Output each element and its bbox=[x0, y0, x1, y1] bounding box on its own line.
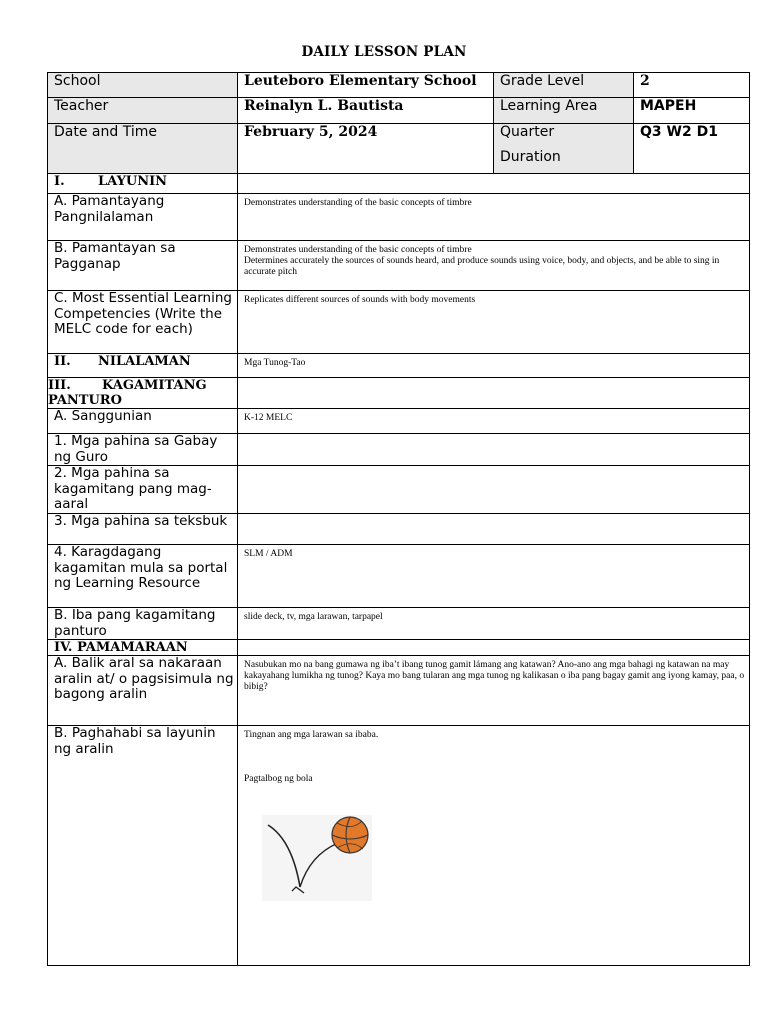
date-time-label: Date and Time bbox=[48, 124, 238, 174]
paghahabi-label: B. Paghahabi sa layunin ng aralin bbox=[48, 726, 238, 966]
melc-value: Replicates different sources of sounds with body movements bbox=[238, 291, 750, 354]
duration-label: Duration bbox=[500, 149, 561, 165]
iba-pang-kagamitan-label: B. Iba pang kagamitang panturo bbox=[48, 608, 238, 640]
pamantayang-pangnilalaman-label: A. Pamantayang Pangnilalaman bbox=[48, 194, 238, 241]
quarter-duration-cell bbox=[494, 124, 634, 174]
learning-area-value: MAPEH bbox=[634, 98, 750, 124]
melc-label: C. Most Essential Learning Competencies (Write the MELC code for each) bbox=[48, 291, 238, 354]
pagganap-line-1: Demonstrates understanding of the basic concepts of timbre bbox=[244, 245, 472, 255]
sanggunian-value: K-12 MELC bbox=[238, 409, 750, 434]
section-title: KAGAMITANG PANTURO bbox=[48, 378, 207, 408]
section-nilalaman-header bbox=[48, 354, 238, 378]
section-number: III. bbox=[48, 378, 71, 393]
teacher-label: Teacher bbox=[48, 98, 238, 124]
quarter-label: Quarter bbox=[500, 124, 555, 140]
quarter-value: Q3 W2 D1 bbox=[634, 124, 750, 174]
section-title: LAYUNIN bbox=[98, 174, 168, 189]
section-pamamaraan-header: IV. PAMAMARAAN bbox=[48, 640, 238, 656]
kagamitang-mag-aaral-label: 2. Mga pahina sa kagamitang pang mag-aaral bbox=[48, 466, 238, 514]
grade-level-label: Grade Level bbox=[494, 73, 634, 98]
balik-aral-value: Nasubukan mo na bang gumawa ng iba’t ibang tunog gamit lámang ang katawan? Ano-ano ang mga bahagi ng katawan na may kakayahang lumikha ng tunog? Kaya mo bang tularan ang mga tunog ng kalikasan o iba pang bagay gamit ang iyong kamay, paa, o bibig? bbox=[238, 656, 750, 726]
paghahabi-value bbox=[238, 726, 750, 966]
header-table bbox=[47, 72, 750, 174]
section-number: I. bbox=[54, 174, 65, 189]
pagganap-line-2: Determines accurately the sources of sounds heard, and produce sounds using voice, body, and objects, and be able to sing in accurate pitch bbox=[244, 256, 720, 277]
bouncing-ball-image bbox=[262, 815, 372, 901]
grade-level-value: 2 bbox=[634, 73, 750, 98]
nilalaman-value: Mga Tunog-Tao bbox=[238, 354, 750, 378]
section-title: NILALAMAN bbox=[98, 354, 191, 369]
page-title: DAILY LESSON PLAN bbox=[301, 44, 467, 60]
pamantayang-pangnilalaman-value: Demonstrates understanding of the basic concepts of timbre bbox=[238, 194, 750, 241]
learning-resource-value: SLM / ADM bbox=[238, 545, 750, 608]
basketball-icon bbox=[262, 815, 372, 901]
sanggunian-label: A. Sanggunian bbox=[48, 409, 238, 434]
section-number: II. bbox=[54, 354, 71, 369]
iba-pang-kagamitan-value: slide deck, tv, mga larawan, tarpapel bbox=[238, 608, 750, 640]
paghahabi-instruction: Tingnan ang mga larawan sa ibaba. bbox=[244, 730, 379, 740]
school-label: School bbox=[48, 73, 238, 98]
school-value: Leuteboro Elementary School bbox=[238, 73, 494, 98]
pamantayan-sa-pagganap-label: B. Pamantayan sa Pagganap bbox=[48, 241, 238, 291]
section-layunin-header bbox=[48, 174, 238, 194]
teksbuk-label: 3. Mga pahina sa teksbuk bbox=[48, 514, 238, 545]
paghahabi-caption: Pagtalbog ng bola bbox=[244, 774, 313, 784]
section-kagamitang-header bbox=[48, 378, 238, 409]
learning-resource-label: 4. Karagdagang kagamitan mula sa portal ng Learning Resource bbox=[48, 545, 238, 608]
teacher-value: Reinalyn L. Bautista bbox=[238, 98, 494, 124]
balik-aral-label: A. Balik aral sa nakaraan aralin at/ o pagsisimula ng bagong aralin bbox=[48, 656, 238, 726]
learning-area-label: Learning Area bbox=[494, 98, 634, 124]
date-time-value: February 5, 2024 bbox=[238, 124, 494, 174]
lesson-plan-table bbox=[47, 173, 750, 966]
gabay-ng-guro-label: 1. Mga pahina sa Gabay ng Guro bbox=[48, 434, 238, 466]
pamantayan-sa-pagganap-value bbox=[238, 241, 750, 291]
